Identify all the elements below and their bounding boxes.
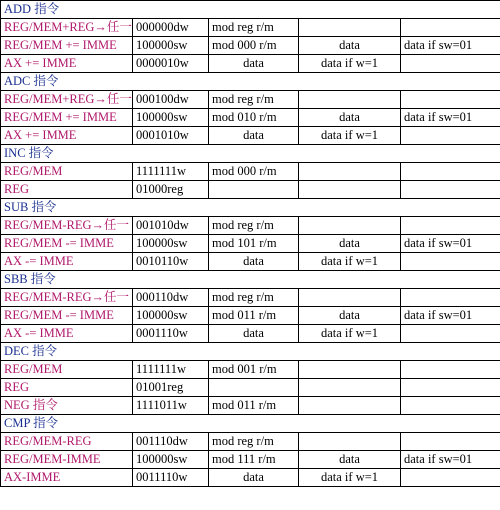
data-cell <box>299 19 401 37</box>
opcode-cell: 000100dw <box>133 91 209 109</box>
table-row <box>1 181 500 199</box>
section-title: ADC 指令 <box>1 73 500 91</box>
modrm-cell: data <box>209 55 299 73</box>
opcode-cell: 01001reg <box>133 379 209 397</box>
table-row <box>1 109 500 127</box>
extra-data-cell <box>401 19 500 37</box>
modrm-cell: mod reg r/m <box>209 433 299 451</box>
opcode-cell: 0011110w <box>133 469 209 487</box>
opcode-cell: 0000010w <box>133 55 209 73</box>
table-row <box>1 397 500 415</box>
section-header-row <box>1 415 500 433</box>
extra-data-cell: data if sw=01 <box>401 37 500 55</box>
modrm-cell: mod 000 r/m <box>209 37 299 55</box>
data-cell: data <box>299 451 401 469</box>
table-row <box>1 451 500 469</box>
operation-cell: REG/MEM <box>1 163 133 181</box>
table-row <box>1 379 500 397</box>
extra-data-cell <box>401 361 500 379</box>
extra-data-cell <box>401 289 500 307</box>
operation-cell: AX -= IMME <box>1 253 133 271</box>
data-cell: data if w=1 <box>299 325 401 343</box>
extra-data-cell: data if sw=01 <box>401 235 500 253</box>
opcode-cell: 1111111w <box>133 163 209 181</box>
operation-cell: REG <box>1 181 133 199</box>
modrm-cell: data <box>209 469 299 487</box>
table-row <box>1 235 500 253</box>
operation-cell: AX-IMME <box>1 469 133 487</box>
modrm-cell: mod 010 r/m <box>209 109 299 127</box>
data-cell <box>299 181 401 199</box>
modrm-cell: mod 001 r/m <box>209 361 299 379</box>
operation-cell: REG/MEM <box>1 361 133 379</box>
section-title: SUB 指令 <box>1 199 500 217</box>
data-cell <box>299 361 401 379</box>
operation-cell: NEG 指令 <box>1 397 133 415</box>
operation-cell: REG/MEM += IMME <box>1 37 133 55</box>
opcode-cell: 1111011w <box>133 397 209 415</box>
section-header-row <box>1 145 500 163</box>
extra-data-cell <box>401 469 500 487</box>
section-title: DEC 指令 <box>1 343 500 361</box>
opcode-cell: 100000sw <box>133 307 209 325</box>
data-cell: data if w=1 <box>299 127 401 145</box>
data-cell: data <box>299 235 401 253</box>
extra-data-cell <box>401 217 500 235</box>
section-title: SBB 指令 <box>1 271 500 289</box>
table-row <box>1 55 500 73</box>
opcode-cell: 001110dw <box>133 433 209 451</box>
data-cell: data <box>299 109 401 127</box>
opcode-cell: 001010dw <box>133 217 209 235</box>
modrm-cell: mod reg r/m <box>209 289 299 307</box>
data-cell: data <box>299 37 401 55</box>
modrm-cell: mod 011 r/m <box>209 307 299 325</box>
table-row <box>1 469 500 487</box>
table-row <box>1 253 500 271</box>
operation-cell: REG/MEM-REG→任一 <box>1 289 133 307</box>
extra-data-cell <box>401 127 500 145</box>
data-cell: data if w=1 <box>299 55 401 73</box>
table-row <box>1 127 500 145</box>
section-title: CMP 指令 <box>1 415 500 433</box>
table-row <box>1 325 500 343</box>
operation-cell: AX += IMME <box>1 127 133 145</box>
section-header-row <box>1 199 500 217</box>
operation-cell: REG/MEM-REG <box>1 433 133 451</box>
section-title: ADD 指令 <box>1 1 500 19</box>
table-row <box>1 91 500 109</box>
opcode-cell: 100000sw <box>133 451 209 469</box>
extra-data-cell <box>401 379 500 397</box>
data-cell <box>299 433 401 451</box>
section-title: INC 指令 <box>1 145 500 163</box>
table-row <box>1 37 500 55</box>
table-row <box>1 217 500 235</box>
modrm-cell: mod 000 r/m <box>209 163 299 181</box>
operation-cell: REG/MEM+REG→任一 <box>1 91 133 109</box>
opcode-cell: 0001110w <box>133 325 209 343</box>
data-cell: data if w=1 <box>299 253 401 271</box>
operation-cell: REG/MEM += IMME <box>1 109 133 127</box>
operation-cell: REG/MEM+REG→任一 <box>1 19 133 37</box>
data-cell <box>299 397 401 415</box>
extra-data-cell <box>401 325 500 343</box>
operation-cell: REG <box>1 379 133 397</box>
modrm-cell: mod 111 r/m <box>209 451 299 469</box>
modrm-cell: data <box>209 253 299 271</box>
opcode-cell: 0001010w <box>133 127 209 145</box>
table-row <box>1 361 500 379</box>
data-cell <box>299 91 401 109</box>
opcode-cell: 000110dw <box>133 289 209 307</box>
operation-cell: REG/MEM -= IMME <box>1 307 133 325</box>
modrm-cell: mod reg r/m <box>209 19 299 37</box>
extra-data-cell <box>401 433 500 451</box>
operation-cell: AX += IMME <box>1 55 133 73</box>
operation-cell: REG/MEM-REG→任一 <box>1 217 133 235</box>
table-row <box>1 19 500 37</box>
extra-data-cell <box>401 91 500 109</box>
operation-cell: REG/MEM-IMME <box>1 451 133 469</box>
extra-data-cell <box>401 253 500 271</box>
extra-data-cell <box>401 181 500 199</box>
modrm-cell <box>209 379 299 397</box>
table-row <box>1 163 500 181</box>
data-cell: data if w=1 <box>299 469 401 487</box>
extra-data-cell <box>401 55 500 73</box>
extra-data-cell: data if sw=01 <box>401 109 500 127</box>
modrm-cell: data <box>209 325 299 343</box>
opcode-cell: 01000reg <box>133 181 209 199</box>
opcode-cell: 100000sw <box>133 235 209 253</box>
modrm-cell: data <box>209 127 299 145</box>
modrm-cell: mod reg r/m <box>209 217 299 235</box>
extra-data-cell <box>401 163 500 181</box>
modrm-cell: mod reg r/m <box>209 91 299 109</box>
data-cell <box>299 163 401 181</box>
modrm-cell: mod 011 r/m <box>209 397 299 415</box>
table-row <box>1 307 500 325</box>
modrm-cell <box>209 181 299 199</box>
table-row <box>1 289 500 307</box>
opcode-cell: 100000sw <box>133 37 209 55</box>
extra-data-cell: data if sw=01 <box>401 451 500 469</box>
data-cell <box>299 289 401 307</box>
data-cell <box>299 379 401 397</box>
opcode-cell: 0010110w <box>133 253 209 271</box>
extra-data-cell: data if sw=01 <box>401 307 500 325</box>
opcode-cell: 000000dw <box>133 19 209 37</box>
opcode-cell: 100000sw <box>133 109 209 127</box>
modrm-cell: mod 101 r/m <box>209 235 299 253</box>
section-header-row <box>1 271 500 289</box>
extra-data-cell <box>401 397 500 415</box>
operation-cell: REG/MEM -= IMME <box>1 235 133 253</box>
section-header-row <box>1 1 500 19</box>
section-header-row <box>1 343 500 361</box>
data-cell <box>299 217 401 235</box>
table-row <box>1 433 500 451</box>
section-header-row <box>1 73 500 91</box>
data-cell: data <box>299 307 401 325</box>
operation-cell: AX -= IMME <box>1 325 133 343</box>
opcode-cell: 1111111w <box>133 361 209 379</box>
